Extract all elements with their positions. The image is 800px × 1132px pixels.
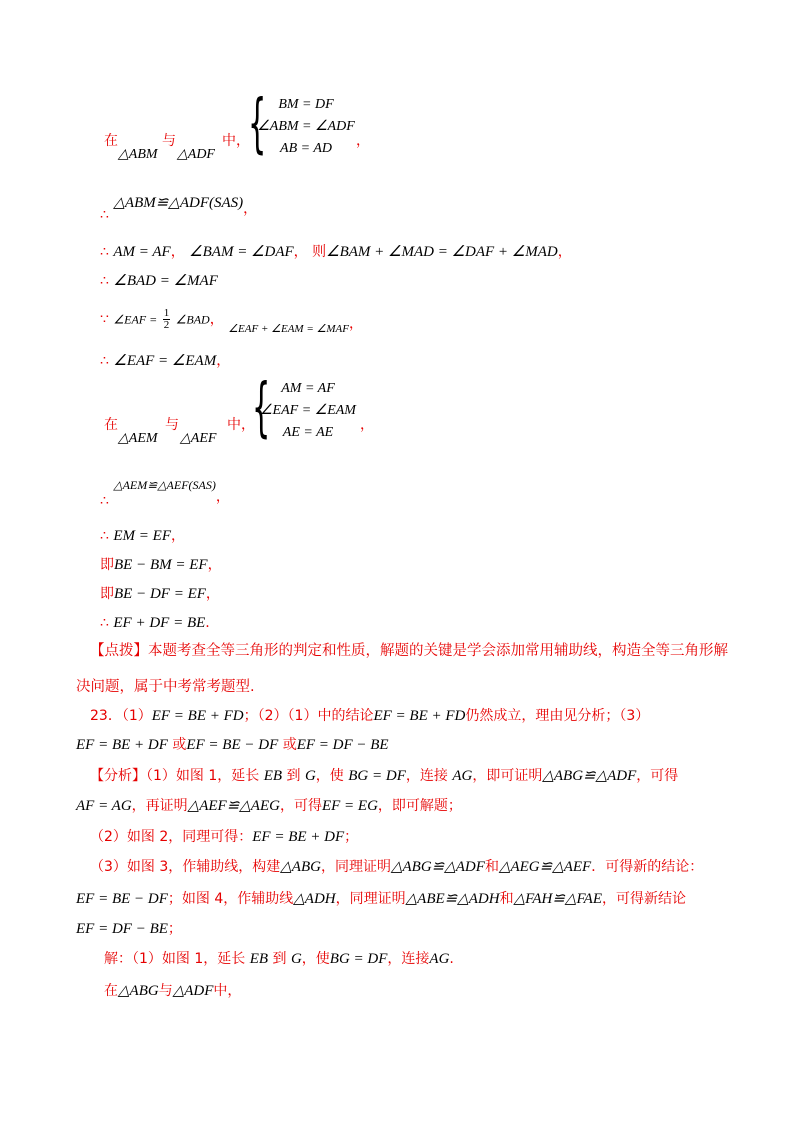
expression: BE − DF = EF [114,586,206,602]
expression: EF = BE + FD [373,708,466,724]
expression: △AEG≌△AEF [498,859,592,875]
comma: ， [557,244,572,260]
expression: EF = EG [321,798,378,814]
line-final [100,614,210,632]
fraction [163,308,171,331]
comma: ， [170,244,185,260]
expression: EB [263,768,283,784]
text: ．可得新的结论： [591,859,704,875]
line-ji-1 [100,556,222,574]
text: （3）如图 3，作辅助线，构建 [90,859,281,875]
text: ；（2）（1）中的结论 [243,708,374,724]
line-em-ef [100,527,185,545]
text: ，即可证明 [472,768,543,784]
equation-2: ∠ABM = ∠ADF [257,119,355,134]
text: 【分析】（1）如图 1，延长 [90,768,260,784]
numerator: 1 [163,307,170,319]
expression: △ABG [280,859,321,875]
comma: ， [348,315,363,332]
expression: EM = EF [113,528,171,544]
expression: △ADH [293,891,336,907]
because-symbol: ∵ [100,311,109,328]
expression: ∠BAM + ∠MAD = ∠DAF + ∠MAD [326,244,558,260]
expression: △ABG≌△ADF [390,859,485,875]
equation-1: BM = DF [278,97,334,112]
brace-icon: { [252,371,271,445]
line-congruence-2 [100,478,230,509]
therefore-symbol: ∴ [100,244,109,260]
comma: ， [170,528,185,544]
text: ，连接 [405,768,448,784]
expression: BE − BM = EF [114,557,208,573]
text: . [449,951,454,967]
yu-label: 与 [162,133,176,149]
expression: G [304,768,316,784]
expression: ∠EAF = ∠EAM [113,353,217,369]
jie-line-1 [104,950,454,968]
text: 或 [172,737,187,753]
text: 解：（1）如图 1，延长 [104,951,246,967]
expression: EB [249,951,269,967]
therefore-symbol: ∴ [100,493,109,509]
expression: △ABM≌△ADF(SAS) [113,195,244,211]
equation-1: AM = AF [281,381,335,396]
text: ，使 [301,951,330,967]
expression: AM = AF [113,244,171,260]
expression: AG [429,951,450,967]
expression: ∠BAD [175,312,210,327]
triangle-aef: △AEF [180,431,217,446]
q23-line-2 [76,736,389,754]
comma: ， [360,417,374,433]
expression: ∠BAD = ∠MAF [113,273,218,289]
expression: △FAH≌△FAE [513,891,603,907]
line-bad-maf [100,272,218,290]
expression: △ABG≌△ADF [542,768,637,784]
expression: △AEF≌△AEG [187,798,280,814]
fenxi-line-2 [76,797,462,815]
equation-2: ∠EAF = ∠EAM [260,403,356,418]
fenxi-line-1 [90,767,678,785]
expression: BG = DF [329,951,388,967]
denominator: 2 [163,319,170,331]
triangle-abm: △ABM [118,147,158,162]
text: 中， [213,983,242,999]
expression: EF = BE − DF [76,891,168,907]
yu-label: 与 [165,417,179,433]
expression: EF = BE + FD [151,708,244,724]
line-eaf-half [100,307,363,335]
expression: G [290,951,302,967]
text: ，同理证明 [320,859,391,875]
text: ，连接 [387,951,430,967]
equation-3: AB = AD [280,141,332,156]
text: 与 [158,983,173,999]
dianbo-line-2: 决问题，属于中考常考题型. [76,679,255,695]
text: 到 [286,768,301,784]
line-eaf-eam [100,352,230,370]
expression: △ADF [172,983,214,999]
expression: ∠EAF + ∠EAM = ∠MAF [228,322,349,335]
text: ； [344,829,359,845]
dianbo-line-1: 【点拨】本题考查全等三角形的判定和性质，解题的关键是学会添加常用辅助线，构造全等三角形解 [90,643,728,659]
expression: BG = DF [348,768,406,784]
expression: EF = BE + DF [252,829,345,845]
zai-label: 在 [104,417,118,433]
expression: △ABG [118,983,159,999]
fenxi-line-3 [90,828,358,846]
period: . [205,615,210,631]
text: 或 [282,737,297,753]
jie-line-2 [104,982,241,1000]
expression: ∠EAF = [113,312,158,327]
expression: EF = DF − BE [76,921,168,937]
fenxi-line-5 [76,890,686,908]
comma: ， [216,353,231,369]
expression: AF = AG [76,798,132,814]
text: 到 [272,951,287,967]
triangle-adf: △ADF [177,147,215,162]
equation-3: AE = AE [282,425,334,440]
text: ，可得新结论 [602,891,687,907]
zhong-label: 中， [222,133,250,149]
text: ，再证明 [131,798,188,814]
expression: AG [452,768,473,784]
brace-icon: { [248,87,267,161]
comma: ， [207,557,222,573]
expression: EF = DF − BE [296,737,389,753]
ji-label: 即 [100,557,114,573]
expression: EF = BE − DF [186,737,279,753]
question-number: 23．（1） [90,708,152,724]
text: 和 [484,859,499,875]
text: 和 [499,891,514,907]
zai-label: 在 [104,133,118,149]
text: 仍然成立，理由见分析；（3） [465,708,650,724]
text: ， 则 [293,244,327,260]
text: ，同理证明 [335,891,406,907]
expression: ∠BAM = ∠DAF [189,244,294,260]
text: ，即可解题； [377,798,462,814]
text: ，可得 [636,768,679,784]
zhong-label: 中， [227,417,255,433]
expression: EF = BE + DF [76,737,168,753]
text: （2）如图 2，同理可得： [90,829,253,845]
therefore-symbol: ∴ [100,207,109,223]
therefore-symbol: ∴ [100,528,109,544]
therefore-symbol: ∴ [100,615,109,631]
ji-label: 即 [100,586,114,602]
therefore-symbol: ∴ [100,273,109,289]
text: ，使 [315,768,344,784]
therefore-symbol: ∴ [100,353,109,369]
comma: ， [209,311,224,328]
line-ji-2 [100,585,220,603]
triangle-aem: △AEM [118,431,158,446]
comma: ， [356,133,370,149]
comma: ， [215,489,230,505]
expression: EF + DF = BE [113,615,206,631]
fenxi-line-4 [90,858,703,876]
text: 在 [104,983,118,999]
expression: △ABE≌△ADH [405,891,500,907]
text: ；如图 4，作辅助线 [167,891,294,907]
line-congruence-1 [100,195,258,223]
comma: ， [205,586,220,602]
q23-line-1 [90,707,649,725]
expression: △AEM≌△AEF(SAS) [113,478,216,492]
line-am-af [100,243,572,261]
comma: ， [243,201,258,217]
text: ； [167,921,182,937]
text: ，可得 [279,798,322,814]
fenxi-line-6 [76,920,182,938]
